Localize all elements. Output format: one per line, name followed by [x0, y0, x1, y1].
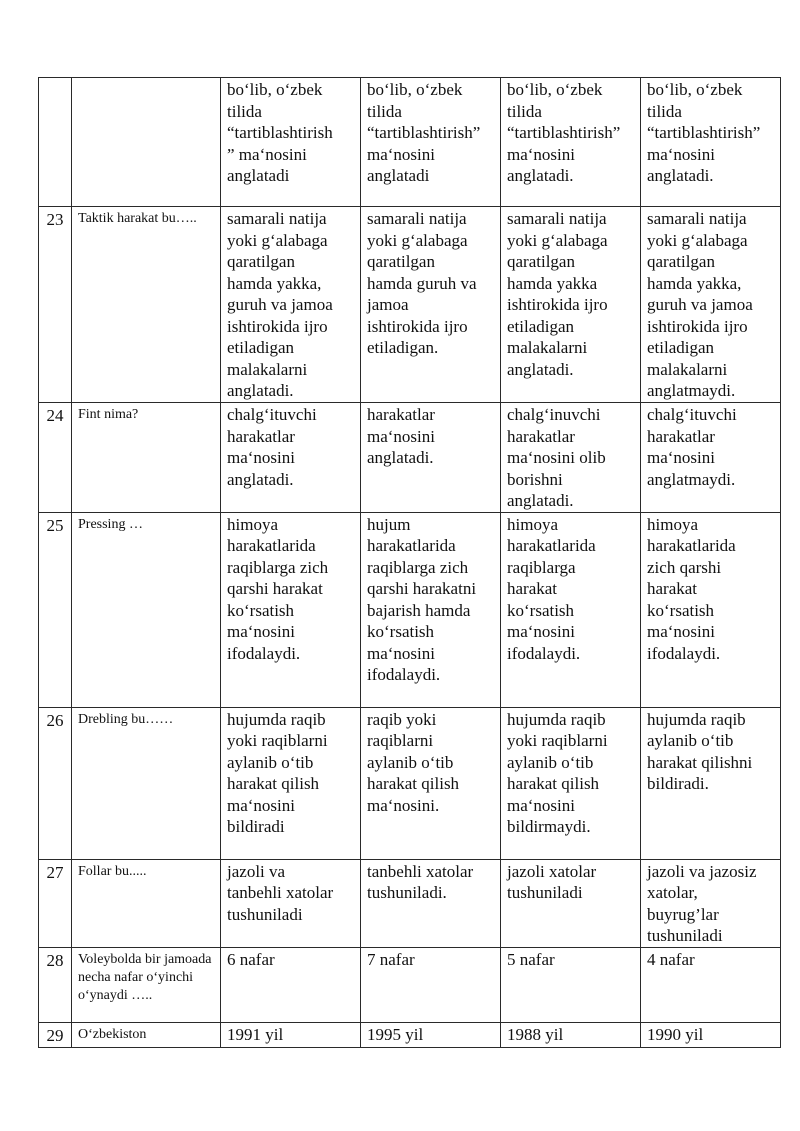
answer-option-c: himoya harakatlarida raqiblarga harakat ko‘rsatish ma‘nosini ifodalaydi. [501, 512, 641, 707]
question-text: O‘zbekiston [72, 1022, 221, 1047]
question-number: 28 [39, 947, 72, 1022]
answer-option-d: himoya harakatlarida zich qarshi harakat ko‘rsatish ma‘nosini ifodalaydi. [641, 512, 781, 707]
answer-option-b: bo‘lib, o‘zbek tilida “tartiblashtirish” ma‘nosini anglatadi [361, 78, 501, 207]
answer-option-b: 1995 yil [361, 1022, 501, 1047]
question-number: 24 [39, 403, 72, 513]
answer-option-a: chalg‘ituvchi harakatlar ma‘nosini anglatadi. [221, 403, 361, 513]
table-row [39, 78, 781, 207]
answer-option-a: bo‘lib, o‘zbek tilida “tartiblashtirish ” ma‘nosini anglatadi [221, 78, 361, 207]
quiz-table-body [39, 78, 781, 1048]
answer-option-a: hujumda raqib yoki raqiblarni aylanib o‘tib harakat qilish ma‘nosini bildiradi [221, 707, 361, 859]
question-text [72, 78, 221, 207]
answer-option-d: chalg‘ituvchi harakatlar ma‘nosini anglatmaydi. [641, 403, 781, 513]
question-text: Follar bu..... [72, 859, 221, 947]
answer-option-a: himoya harakatlarida raqiblarga zich qarshi harakat ko‘rsatish ma‘nosini ifodalaydi. [221, 512, 361, 707]
question-number: 23 [39, 207, 72, 403]
answer-option-c: 5 nafar [501, 947, 641, 1022]
question-number: 27 [39, 859, 72, 947]
answer-option-c: chalg‘inuvchi harakatlar ma‘nosini olib borishni anglatadi. [501, 403, 641, 513]
answer-option-d: hujumda raqib aylanib o‘tib harakat qilishni bildiradi. [641, 707, 781, 859]
quiz-table [38, 77, 781, 1048]
answer-option-a: 6 nafar [221, 947, 361, 1022]
question-text: Voleybolda bir jamoada necha nafar o‘yinchi o‘ynaydi ….. [72, 947, 221, 1022]
answer-option-a: jazoli va tanbehli xatolar tushuniladi [221, 859, 361, 947]
table-row [39, 859, 781, 947]
question-text: Taktik harakat bu….. [72, 207, 221, 403]
answer-option-d: 4 nafar [641, 947, 781, 1022]
question-number [39, 78, 72, 207]
answer-option-d: samarali natija yoki g‘alabaga qaratilgan hamda yakka, guruh va jamoa ishtirokida ijro etiladigan malakalarni anglatmaydi. [641, 207, 781, 403]
answer-option-d: jazoli va jazosiz xatolar, buyrug’lar tushuniladi [641, 859, 781, 947]
answer-option-c: samarali natija yoki g‘alabaga qaratilgan hamda yakka ishtirokida ijro etiladigan malakalarni anglatadi. [501, 207, 641, 403]
answer-option-d: bo‘lib, o‘zbek tilida “tartiblashtirish” ma‘nosini anglatadi. [641, 78, 781, 207]
answer-option-b: hujum harakatlarida raqiblarga zich qarshi harakatni bajarish hamda ko‘rsatish ma‘nosini ifodalaydi. [361, 512, 501, 707]
question-number: 26 [39, 707, 72, 859]
question-text: Pressing … [72, 512, 221, 707]
question-number: 29 [39, 1022, 72, 1047]
answer-option-b: raqib yoki raqiblarni aylanib o‘tib harakat qilish ma‘nosini. [361, 707, 501, 859]
answer-option-b: samarali natija yoki g‘alabaga qaratilgan hamda guruh va jamoa ishtirokida ijro etiladigan. [361, 207, 501, 403]
answer-option-c: 1988 yil [501, 1022, 641, 1047]
question-text: Drebling bu…… [72, 707, 221, 859]
question-number: 25 [39, 512, 72, 707]
question-text: Fint nima? [72, 403, 221, 513]
table-row [39, 947, 781, 1022]
table-row [39, 1022, 781, 1047]
answer-option-b: 7 nafar [361, 947, 501, 1022]
table-row [39, 707, 781, 859]
answer-option-c: bo‘lib, o‘zbek tilida “tartiblashtirish” ma‘nosini anglatadi. [501, 78, 641, 207]
table-row [39, 403, 781, 513]
answer-option-c: jazoli xatolar tushuniladi [501, 859, 641, 947]
answer-option-c: hujumda raqib yoki raqiblarni aylanib o‘tib harakat qilish ma‘nosini bildirmaydi. [501, 707, 641, 859]
table-row [39, 207, 781, 403]
table-row [39, 512, 781, 707]
answer-option-d: 1990 yil [641, 1022, 781, 1047]
answer-option-a: 1991 yil [221, 1022, 361, 1047]
answer-option-b: harakatlar ma‘nosini anglatadi. [361, 403, 501, 513]
answer-option-b: tanbehli xatolar tushuniladi. [361, 859, 501, 947]
answer-option-a: samarali natija yoki g‘alabaga qaratilgan hamda yakka, guruh va jamoa ishtirokida ijro etiladigan malakalarni anglatadi. [221, 207, 361, 403]
